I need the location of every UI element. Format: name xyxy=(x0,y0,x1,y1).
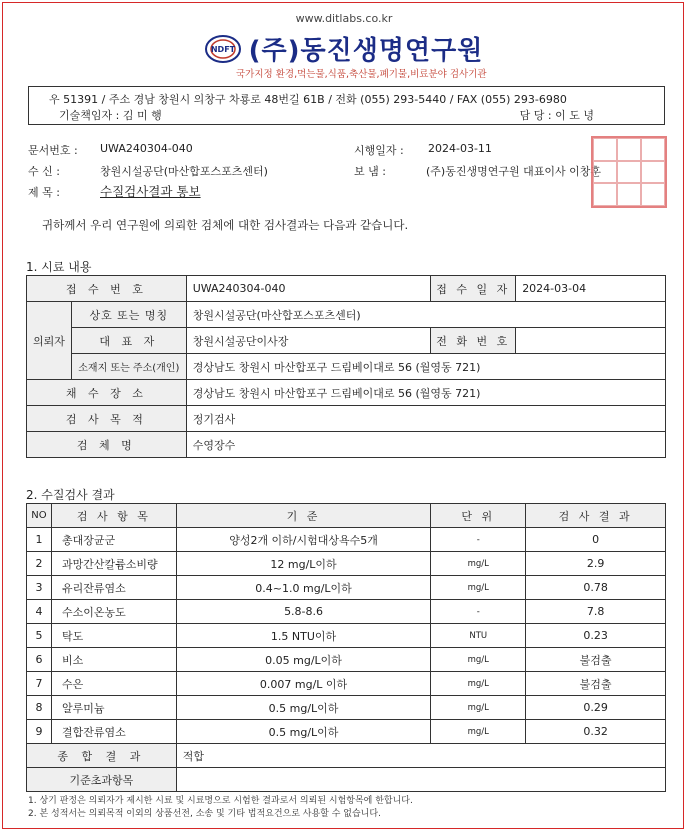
cell-result: 7.8 xyxy=(526,600,666,624)
doc-no: UWA240304-040 xyxy=(100,142,193,155)
cell-item: 비소 xyxy=(51,648,176,672)
cell-result: 0 xyxy=(526,528,666,552)
cell-unit: mg/L xyxy=(431,720,526,744)
cell-result: 0.78 xyxy=(526,576,666,600)
receipt-date: 2024-03-04 xyxy=(516,276,666,302)
cell-item: 유리잔류염소 xyxy=(51,576,176,600)
results-table xyxy=(26,503,666,792)
cell-result: 0.29 xyxy=(526,696,666,720)
site-label: 채 수 장 소 xyxy=(27,380,187,406)
cell-standard: 0.5 mg/L이하 xyxy=(176,720,431,744)
client-address: 경상남도 창원시 마산합포구 드림베이대로 56 (월영동 721) xyxy=(186,354,665,380)
overall-label: 종 합 결 과 xyxy=(27,744,177,768)
cell-result: 0.32 xyxy=(526,720,666,744)
purpose-label: 검 사 목 적 xyxy=(27,406,187,432)
address-line: 우 51391 / 주소 경남 창원시 의창구 차룡로 48번길 61B / 전화 (055) 293-5440 / FAX (055) 293-6980 xyxy=(49,93,567,106)
table-row xyxy=(27,696,666,720)
cell-result: 불검출 xyxy=(526,672,666,696)
org-header xyxy=(0,30,688,68)
website-url[interactable]: www.ditlabs.co.kr xyxy=(295,12,393,25)
cell-unit: mg/L xyxy=(431,696,526,720)
phone-label: 전 화 번 호 xyxy=(431,328,516,354)
cell-no: 4 xyxy=(27,600,52,624)
cell-standard: 1.5 NTU이하 xyxy=(176,624,431,648)
cell-standard: 0.5 mg/L이하 xyxy=(176,696,431,720)
date-label: 시행일자 : xyxy=(354,144,404,157)
table-row xyxy=(27,576,666,600)
cell-no: 8 xyxy=(27,696,52,720)
cell-no: 6 xyxy=(27,648,52,672)
cell-unit: NTU xyxy=(431,624,526,648)
subject-label: 제 목 : xyxy=(28,186,60,199)
org-subtitle: 국가지정 환경,먹는물,식품,축산물,폐기물,비료분야 검사기관 xyxy=(236,69,487,80)
table-row xyxy=(27,600,666,624)
cell-standard: 5.8-8.6 xyxy=(176,600,431,624)
cell-item: 탁도 xyxy=(51,624,176,648)
phone xyxy=(516,328,666,354)
col-item: 검 사 항 목 xyxy=(51,504,176,528)
sampling-site: 경상남도 창원시 마산합포구 드림베이대로 56 (월영동 721) xyxy=(186,380,665,406)
org-logo-icon xyxy=(205,34,241,64)
cell-item: 과망간산칼륨소비량 xyxy=(51,552,176,576)
sender: (주)동진생명연구원 대표이사 이창훈 xyxy=(426,165,601,178)
company-name: 창원시설공단(마산합포스포츠센터) xyxy=(186,302,665,328)
client-label: 의뢰자 xyxy=(27,302,72,380)
intro-text: 귀하께서 우리 연구원에 의뢰한 검체에 대한 검사결과는 다음과 같습니다. xyxy=(42,218,409,232)
sample-table xyxy=(26,275,666,458)
tech-manager: 기술책임자 : 김 미 행 xyxy=(59,109,162,122)
cell-item: 총대장균군 xyxy=(51,528,176,552)
cell-unit: - xyxy=(431,528,526,552)
results-section-title: 2. 수질검사 결과 xyxy=(26,488,115,502)
address-box xyxy=(28,86,665,125)
cell-standard: 양성2개 이하/시험대상욕수5개 xyxy=(176,528,431,552)
cell-no: 5 xyxy=(27,624,52,648)
cell-no: 1 xyxy=(27,528,52,552)
cell-result: 2.9 xyxy=(526,552,666,576)
logo-text: NDFT xyxy=(210,44,235,54)
cell-standard: 12 mg/L이하 xyxy=(176,552,431,576)
org-name: (주)동진생명연구원 xyxy=(248,36,484,66)
cell-item: 알루미늄 xyxy=(51,696,176,720)
from-label: 보 냄 : xyxy=(354,165,386,178)
col-unit: 단 위 xyxy=(431,504,526,528)
rep-label: 대 표 자 xyxy=(71,328,186,354)
doc-date: 2024-03-11 xyxy=(428,142,492,155)
note-item: 1. 상기 판정은 의뢰자가 제시한 시료 및 시료명으로 시험한 결과로서 의뢰된 시험항목에 한합니다. xyxy=(28,796,413,806)
cell-standard: 0.007 mg/L 이하 xyxy=(176,672,431,696)
cell-standard: 0.05 mg/L이하 xyxy=(176,648,431,672)
cell-result: 0.23 xyxy=(526,624,666,648)
table-row xyxy=(27,552,666,576)
cell-unit: mg/L xyxy=(431,648,526,672)
doc-no-label: 문서번호 : xyxy=(28,144,78,157)
cell-no: 9 xyxy=(27,720,52,744)
table-row xyxy=(27,648,666,672)
cell-item: 수은 xyxy=(51,672,176,696)
cell-item: 결합잔류염소 xyxy=(51,720,176,744)
cell-no: 3 xyxy=(27,576,52,600)
to-label: 수 신 : xyxy=(28,165,60,178)
col-no: NO xyxy=(27,504,52,528)
cell-unit: mg/L xyxy=(431,672,526,696)
exceed-items xyxy=(176,768,665,792)
results-body xyxy=(27,528,666,744)
cell-unit: mg/L xyxy=(431,552,526,576)
company-label: 상호 또는 명칭 xyxy=(71,302,186,328)
cell-unit: mg/L xyxy=(431,576,526,600)
receipt-no-label: 접 수 번 호 xyxy=(27,276,187,302)
table-row xyxy=(27,624,666,648)
cell-no: 2 xyxy=(27,552,52,576)
col-standard: 기 준 xyxy=(176,504,431,528)
overall-result: 적합 xyxy=(176,744,665,768)
note-item: 2. 본 성적서는 의뢰목적 이외의 상품선전, 소송 및 기타 법적요건으로 사용할 수 없습니다. xyxy=(28,809,381,819)
address-label: 소재지 또는 주소(개인) xyxy=(71,354,186,380)
receipt-date-label: 접 수 일 자 xyxy=(431,276,516,302)
receipt-no: UWA240304-040 xyxy=(186,276,431,302)
table-row xyxy=(27,528,666,552)
specimen-label: 검 체 명 xyxy=(27,432,187,458)
purpose: 정기검사 xyxy=(186,406,665,432)
table-row xyxy=(27,672,666,696)
subject: 수질검사결과 통보 xyxy=(100,184,201,199)
specimen: 수영장수 xyxy=(186,432,665,458)
representative: 창원시설공단이사장 xyxy=(186,328,431,354)
exceed-label: 기준초과항목 xyxy=(27,768,177,792)
col-result: 검 사 결 과 xyxy=(526,504,666,528)
cell-standard: 0.4~1.0 mg/L이하 xyxy=(176,576,431,600)
person-in-charge: 담 당 : 이 도 녕 xyxy=(519,109,594,122)
cell-no: 7 xyxy=(27,672,52,696)
cell-result: 불검출 xyxy=(526,648,666,672)
recipient: 창원시설공단(마산합포스포츠센터) xyxy=(100,165,268,178)
official-seal xyxy=(591,136,667,208)
cell-unit: - xyxy=(431,600,526,624)
notes xyxy=(28,795,413,821)
sample-section-title: 1. 시료 내용 xyxy=(26,260,92,274)
cell-item: 수소이온농도 xyxy=(51,600,176,624)
table-row xyxy=(27,720,666,744)
